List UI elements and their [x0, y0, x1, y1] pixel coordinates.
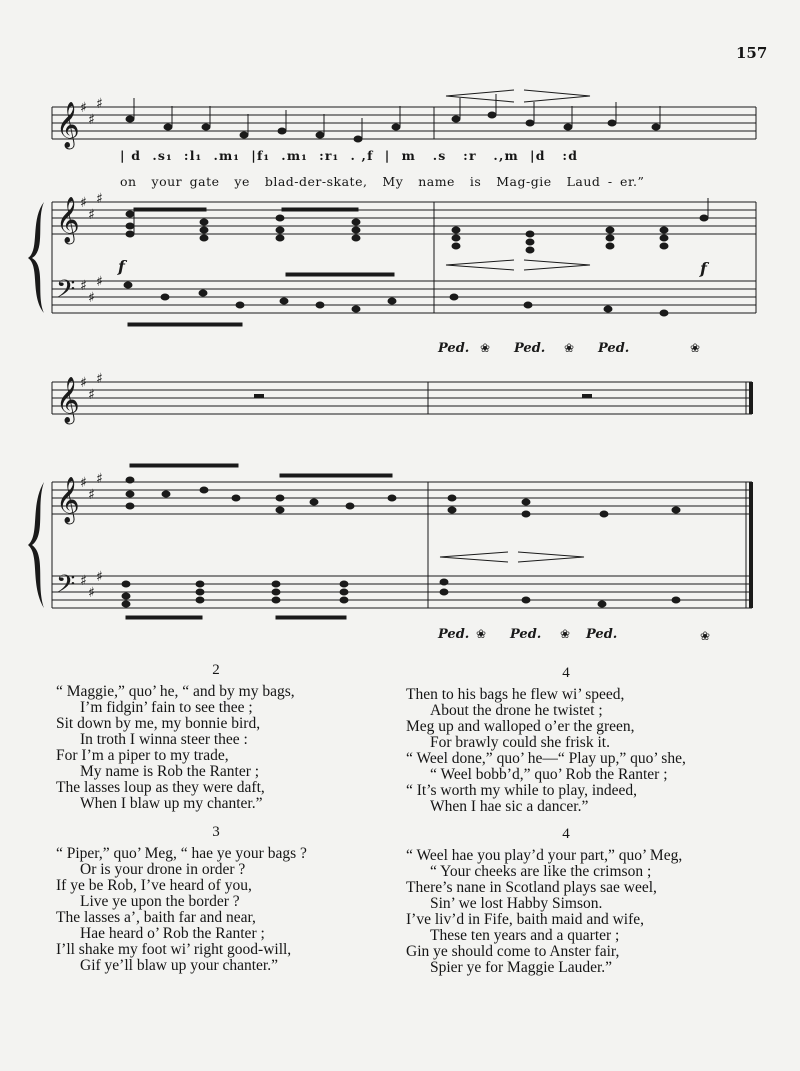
svg-text:Ped.: Ped.	[514, 341, 546, 356]
svg-text:Ped.: Ped.	[586, 627, 618, 642]
svg-text:♯: ♯	[88, 487, 95, 503]
verse-line: Live ye upon the border ?	[80, 893, 240, 910]
verse-number: 4	[562, 826, 570, 842]
page-number: 157	[736, 44, 768, 62]
verse-right-1	[406, 665, 726, 815]
verse-line: When I blaw up my chanter.”	[80, 795, 263, 812]
verse-line: “ Piper,” quo’ Meg, “ hae ye your bags ?	[56, 845, 307, 862]
verse-line: These ten years and a quarter ;	[430, 927, 620, 944]
svg-text:♯: ♯	[96, 569, 103, 585]
verse-line: There’s nane in Scotland plays sae weel,	[406, 879, 657, 896]
key-signature-icon	[80, 96, 103, 601]
piano-treble-staff-2	[52, 482, 752, 514]
svg-text:❀: ❀	[700, 629, 711, 643]
verse-line: About the drone he twistet ;	[430, 702, 603, 719]
verse-left-2	[56, 824, 376, 974]
piano-bass-staff-2	[52, 576, 752, 608]
vocal-staff-1	[52, 107, 756, 139]
verse-line: If ye be Rob, I’ve heard of you,	[56, 877, 252, 894]
verse-line: Meg up and walloped o’er the green,	[406, 718, 635, 735]
verse-left-1	[56, 662, 376, 812]
verse-line: Gin ye should come to Anster fair,	[406, 943, 620, 960]
verse-number: 3	[212, 824, 220, 840]
svg-text:❀: ❀	[476, 627, 487, 641]
verse-line: Hae heard o’ Rob the Ranter ;	[80, 925, 265, 942]
verse-line: When I hae sic a dancer.”	[430, 798, 589, 815]
verse-line: I’m fidgin’ fain to see thee ;	[80, 699, 253, 716]
svg-text:𝄞: 𝄞	[56, 377, 80, 423]
verse-line: Sin’ we lost Habby Simson.	[430, 895, 603, 912]
verse-number: 4	[562, 665, 570, 681]
pedal-release-icon: ❀	[480, 341, 491, 355]
verse-line: In troth I winna steer thee :	[80, 731, 248, 748]
verse-line: Then to his bags he flew wi’ speed,	[406, 686, 625, 703]
verse-line: “ Your cheeks are like the crimson ;	[430, 863, 652, 880]
vocal-staff-2	[52, 382, 752, 414]
svg-text:𝄢: 𝄢	[56, 570, 76, 605]
svg-text:𝄞: 𝄞	[56, 477, 80, 523]
svg-text:♯: ♯	[80, 195, 87, 211]
verse-line: Gif ye’ll blaw up your chanter.”	[80, 957, 278, 974]
verse-line: Or is your drone in order ?	[80, 861, 246, 878]
verse-line: I’ve liv’d in Fife, baith maid and wife,	[406, 911, 645, 928]
svg-text:♯: ♯	[80, 100, 87, 116]
svg-text:♯: ♯	[96, 191, 103, 207]
svg-text:♯: ♯	[88, 387, 95, 403]
verse-line: “ Weel bobb’d,” quo’ Rob the Ranter ;	[430, 766, 668, 783]
piano-treble-staff-1	[52, 202, 756, 234]
svg-text:♯: ♯	[80, 375, 87, 391]
svg-text:Ped.: Ped.	[438, 627, 470, 642]
svg-text:♯: ♯	[80, 475, 87, 491]
svg-text:♯: ♯	[96, 371, 103, 387]
verse-line: “ Maggie,” quo’ he, “ and by my bags,	[56, 683, 295, 700]
verse-line: “ Weel done,” quo’ he—“ Play up,” quo’ she,	[406, 750, 686, 767]
svg-text:♯: ♯	[88, 585, 95, 601]
svg-text:♯: ♯	[96, 471, 103, 487]
svg-text:❀: ❀	[564, 341, 575, 355]
lyric-line: on your gate ye blad-der-skate, My name is Mag-gie Laud - er.”	[120, 174, 645, 189]
forte-mark: f	[118, 257, 125, 276]
svg-text:♯: ♯	[96, 274, 103, 290]
bass-clef-icon: 𝄢	[56, 275, 76, 310]
verse-line: The lasses a’, baith far and near,	[56, 909, 256, 926]
svg-text:♯: ♯	[88, 207, 95, 223]
svg-text:♯: ♯	[88, 112, 95, 128]
verse-line: “ Weel hae you play’d your part,” quo’ Meg,	[406, 847, 683, 864]
svg-text:𝄞: 𝄞	[56, 197, 80, 243]
verse-line: “ It’s worth my while to play, indeed,	[406, 782, 638, 799]
svg-text:Ped.: Ped.	[510, 627, 542, 642]
verse-number: 2	[212, 662, 220, 678]
svg-text:f: f	[700, 259, 707, 278]
verse-line: I’ll shake my foot wi’ right good-will,	[56, 941, 292, 958]
verse-line: Sit down by me, my bonnie bird,	[56, 715, 261, 732]
svg-text:♯: ♯	[88, 290, 95, 306]
svg-text:❀: ❀	[560, 627, 571, 641]
verse-right-2	[406, 826, 726, 976]
piano-bass-staff-1	[52, 281, 756, 313]
solfa-line: | d .s₁ :l₁ .m₁ |f₁ .m₁ :r₁ . ,f | m .s :r .,m |d :d	[120, 148, 579, 163]
treble-clef-icon: 𝄞	[56, 102, 80, 148]
verse-line: My name is Rob the Ranter ;	[80, 763, 260, 780]
verse-line: The lasses loup as they were daft,	[56, 779, 265, 796]
svg-text:❀: ❀	[690, 341, 701, 355]
svg-text:Ped.: Ped.	[598, 341, 630, 356]
svg-text:♯: ♯	[80, 278, 87, 294]
verse-line: Spier ye for Maggie Lauder.”	[430, 959, 613, 976]
svg-text:♯: ♯	[80, 573, 87, 589]
verse-line: For brawly could she frisk it.	[430, 734, 610, 751]
verse-line: For I’m a piper to my trade,	[56, 747, 229, 764]
pedal-mark: Ped.	[438, 341, 470, 356]
svg-text:♯: ♯	[96, 96, 103, 112]
